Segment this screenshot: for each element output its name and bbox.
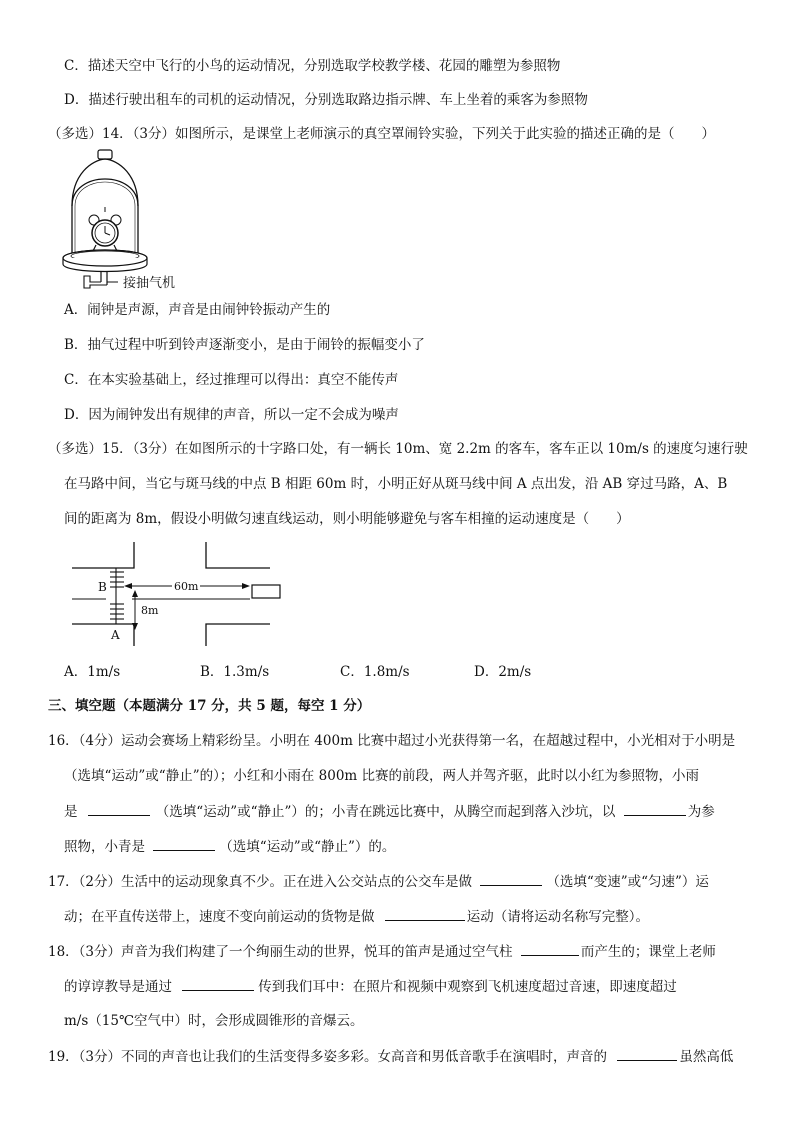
point-a-label: A [111, 628, 120, 642]
q17-line1-a: 17．（2分）生活中的运动现象真不少。正在进入公交站点的公交车是做 [48, 874, 473, 890]
q19-blank-1[interactable] [617, 1046, 677, 1061]
q16-blank-3[interactable] [624, 801, 686, 816]
q16-line3 [64, 801, 715, 822]
q17-blank-2[interactable] [385, 906, 465, 921]
q18-line1-b: 而产生的；课堂上老师 [580, 944, 716, 960]
q16-line3-a: 是 [64, 804, 78, 820]
q14-option-a: A．闹钟是声源，声音是由闹钟铃振动产生的 [64, 302, 331, 318]
q15-option-a: A．1m/s [64, 664, 121, 680]
distance-8m-label: 8m [141, 604, 159, 617]
q15-option-d: D．2m/s [474, 664, 532, 680]
q14-option-d: D．因为闹钟发出有规律的声音，所以一定不会成为噪声 [64, 407, 399, 423]
q17-blank-1[interactable] [480, 871, 542, 886]
q18-line1 [48, 941, 716, 962]
point-b-label: B [98, 580, 107, 594]
q17-line1 [48, 871, 709, 892]
q19-line1 [48, 1046, 733, 1067]
q17-line2 [64, 906, 649, 927]
q17-line2-b: 运动（请将运动名称写完整）。 [466, 909, 650, 925]
q15-stem-line2: 在马路中间，当它与斑马线的中点 B 相距 60m 时，小明正好从斑马线中间 A 点出发，沿 AB 穿过马路，A、B [64, 476, 728, 492]
section-title: 三、填空题（本题满分 17 分，共 5 题，每空 1 分） [48, 698, 371, 714]
q18-blank-1[interactable] [521, 941, 579, 956]
q13-option-d: D．描述行驶出租车的司机的运动情况，分别选取路边指示牌、车上坐着的乘客为参照物 [64, 92, 588, 108]
q18-line3: m/s（15℃空气中）时，会形成圆锥形的音爆云。 [64, 1013, 364, 1029]
q18-blank-2[interactable] [182, 976, 254, 991]
q16-line3-b: （选填“运动”或“静止”）的；小青在跳远比赛中，从腾空而起到落入沙坑，以 [155, 804, 616, 820]
q16-line2: （选填“运动”或“静止”的）；小红和小雨在 800m 比赛的前段，两人并驾齐驱，此时以小红为参照物，小雨 [64, 768, 700, 784]
crossroad-figure [66, 538, 286, 648]
q14-option-c: C．在本实验基础上，经过推理可以得出：真空不能传声 [64, 372, 399, 388]
pump-label: 接抽气机 [123, 276, 176, 291]
q15-stem-line1: （多选）15．（3分）在如图所示的十字路口处，有一辆长 10m、宽 2.2m 的客车，客车正以 10m/s 的速度匀速行驶 [48, 441, 748, 457]
q16-line4-a: 照物，小青是 [64, 839, 145, 855]
q17-line2-a: 动；在平直传送带上，速度不变向前运动的货物是做 [64, 909, 375, 925]
q16-line4 [64, 836, 395, 857]
q17-line1-b: （选填“变速”或“匀速”）运 [546, 874, 709, 890]
q15-option-b: B．1.3m/s [200, 664, 270, 680]
q16-line3-c: 为参 [687, 804, 715, 820]
q13-option-c: C．描述天空中飞行的小鸟的运动情况，分别选取学校教学楼、花园的雕塑为参照物 [64, 58, 561, 74]
q14-stem: （多选）14．（3分）如图所示，是课堂上老师演示的真空罩闹铃实验，下列关于此实验的描述正确的是（ ） [48, 126, 716, 142]
q19-line1-a: 19．（3分）不同的声音也让我们的生活变得多姿多彩。女高音和男低音歌手在演唱时，声音的 [48, 1049, 608, 1065]
q19-line1-b: 虽然高低 [679, 1049, 734, 1065]
q16-blank-2[interactable] [88, 801, 150, 816]
q16-blank-4[interactable] [153, 836, 215, 851]
q18-line1-a: 18．（3分）声音为我们构建了一个绚丽生动的世界，悦耳的笛声是通过空气柱 [48, 944, 513, 960]
q18-line2-a: 的谆谆教导是通过 [64, 979, 172, 995]
q16-line1: 16．（4分）运动会赛场上精彩纷呈。小明在 400m 比赛中超过小光获得第一名，在超越过程中，小光相对于小明是 [48, 733, 736, 749]
q18-line2 [64, 976, 677, 997]
q18-line2-b: 传到我们耳中：在照片和视频中观察到飞机速度超过音速，即速度超过 [258, 979, 677, 995]
bell-jar-figure [58, 148, 208, 296]
q14-option-b: B．抽气过程中听到铃声逐渐变小，是由于闹铃的振幅变小了 [64, 337, 425, 353]
distance-60m-label: 60m [174, 580, 199, 593]
q15-option-c: C．1.8m/s [340, 664, 410, 680]
q15-stem-line3: 间的距离为 8m，假设小明做匀速直线运动，则小明能够避免与客车相撞的运动速度是（ ） [64, 511, 630, 527]
q16-line4-b: （选填“运动”或“静止”）的。 [219, 839, 396, 855]
